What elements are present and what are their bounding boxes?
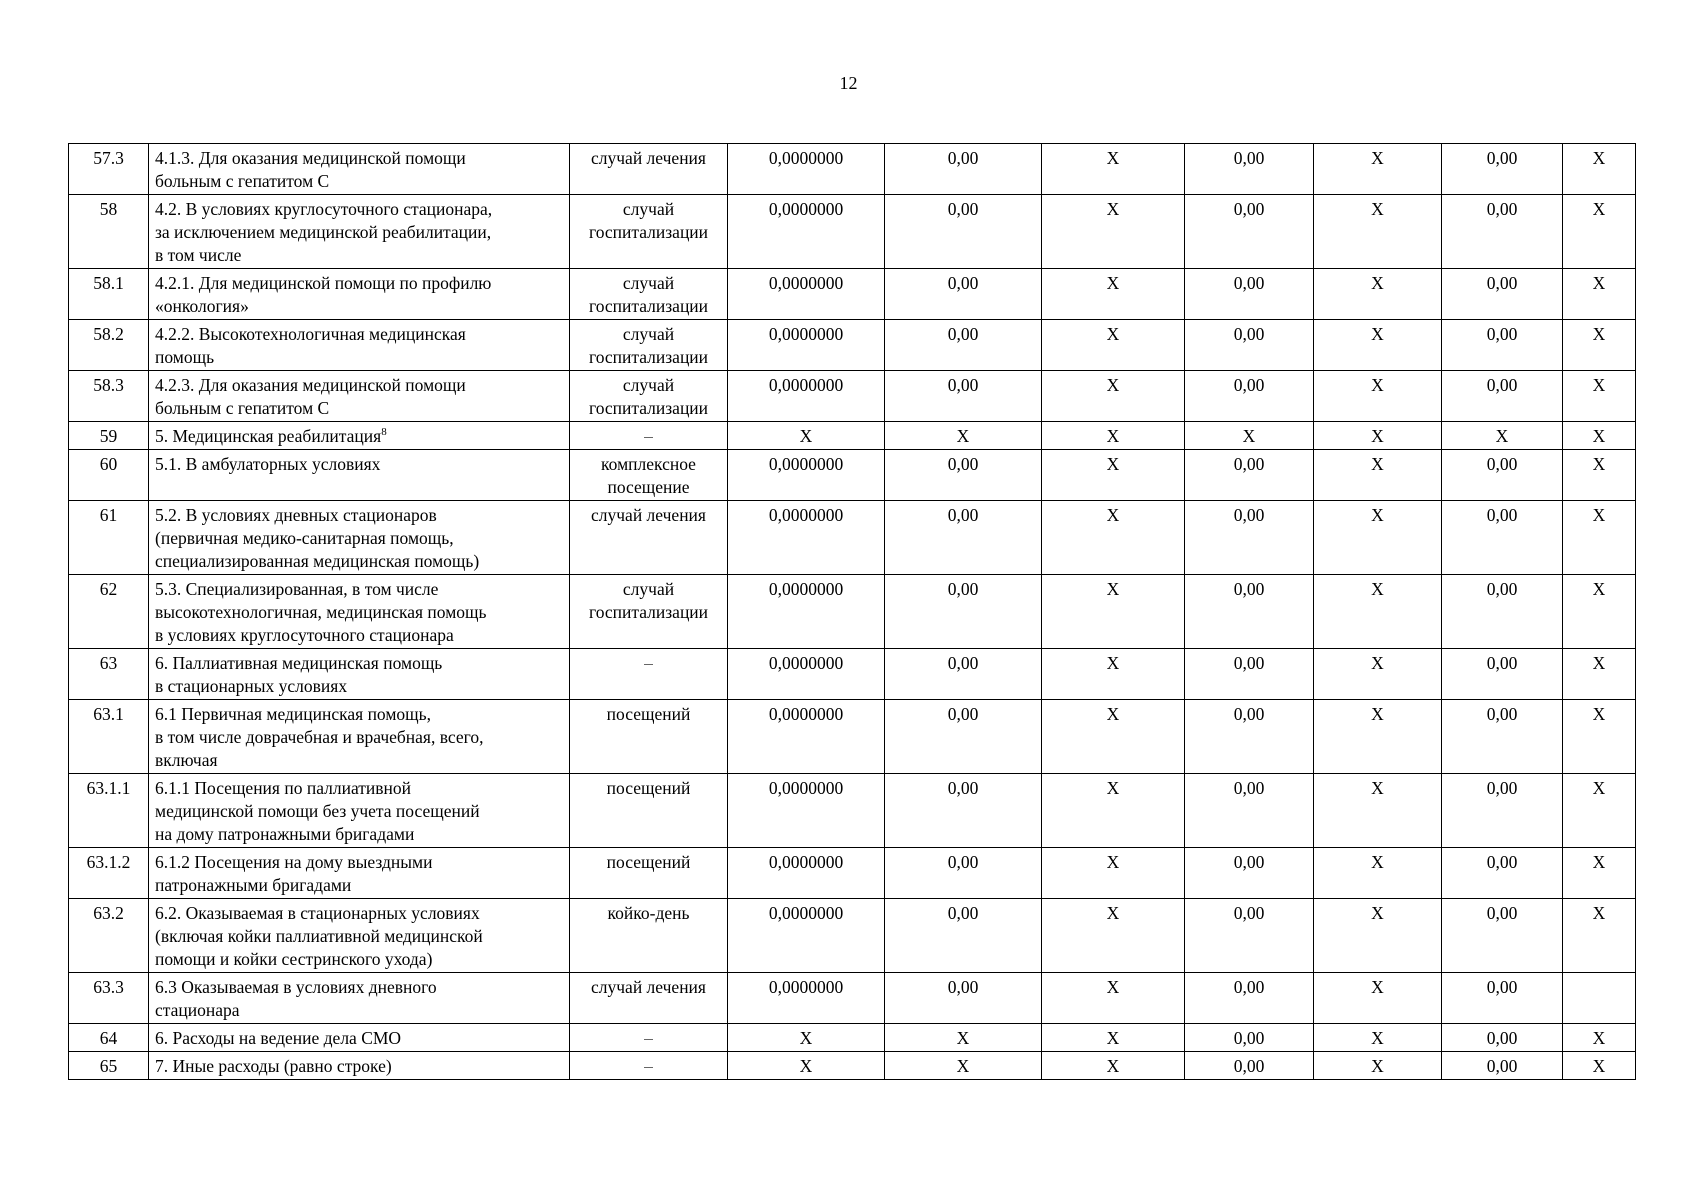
table-row	[69, 320, 1636, 371]
row-value-cell: 0,00	[1185, 575, 1314, 649]
row-name-text: 5.2. В условиях дневных стационаров (первичная медико-санитарная помощь, специализированная медицинская помощь)	[155, 505, 480, 571]
row-name-text: 6. Расходы на ведение дела СМО	[155, 1028, 402, 1048]
row-value-cell: 0,00	[1442, 195, 1563, 269]
row-value-cell: Х	[1314, 320, 1442, 371]
row-value-cell: 0,00	[885, 848, 1042, 899]
row-unit-cell: случай лечения	[570, 144, 728, 195]
row-value-cell: 0,00	[1442, 649, 1563, 700]
row-value-cell: Х	[1042, 774, 1185, 848]
row-value-cell: Х	[1563, 1052, 1636, 1080]
row-value-cell: 0,0000000	[728, 144, 885, 195]
row-value-cell: Х	[1314, 575, 1442, 649]
row-value-cell: Х	[1563, 1024, 1636, 1052]
row-value-cell: Х	[1042, 144, 1185, 195]
row-number-cell: 61	[69, 501, 149, 575]
row-value-cell: 0,0000000	[728, 700, 885, 774]
row-value-cell: Х	[1563, 269, 1636, 320]
row-value-cell: 0,00	[1442, 575, 1563, 649]
row-value-cell: Х	[728, 1024, 885, 1052]
row-value-cell: Х	[885, 1024, 1042, 1052]
row-value-cell: Х	[1314, 450, 1442, 501]
row-unit-cell: –	[570, 1024, 728, 1052]
row-name-text: 4.1.3. Для оказания медицинской помощи больным с гепатитом С	[155, 148, 466, 191]
row-value-cell: Х	[1314, 899, 1442, 973]
footnote-marker: 8	[381, 426, 387, 439]
row-number-cell: 65	[69, 1052, 149, 1080]
row-number-cell: 63.1.1	[69, 774, 149, 848]
row-value-cell: 0,00	[885, 371, 1042, 422]
row-value-cell: 0,0000000	[728, 575, 885, 649]
row-name-cell	[149, 501, 570, 575]
table-row	[69, 649, 1636, 700]
row-unit-cell: посещений	[570, 774, 728, 848]
row-value-cell: 0,00	[1442, 320, 1563, 371]
row-value-cell: 0,00	[885, 575, 1042, 649]
row-name-cell	[149, 269, 570, 320]
row-value-cell: Х	[1314, 269, 1442, 320]
row-value-cell: 0,00	[1442, 1052, 1563, 1080]
row-name-cell	[149, 371, 570, 422]
table-row	[69, 700, 1636, 774]
row-value-cell: 0,00	[1442, 501, 1563, 575]
row-value-cell: Х	[1563, 848, 1636, 899]
row-value-cell: Х	[1563, 422, 1636, 450]
row-value-cell: Х	[1563, 501, 1636, 575]
row-value-cell: Х	[1314, 700, 1442, 774]
row-number-cell: 63	[69, 649, 149, 700]
row-name-text: 5. Медицинская реабилитация	[155, 426, 382, 446]
row-value-cell: Х	[1042, 848, 1185, 899]
row-name-cell	[149, 1024, 570, 1052]
row-value-cell: Х	[1042, 320, 1185, 371]
row-number-cell: 60	[69, 450, 149, 501]
row-value-cell: 0,00	[1185, 450, 1314, 501]
row-name-cell	[149, 195, 570, 269]
row-value-cell: 0,0000000	[728, 848, 885, 899]
row-value-cell: 0,00	[885, 269, 1042, 320]
row-value-cell: 0,00	[885, 649, 1042, 700]
row-name-text: 6.1 Первичная медицинская помощь, в том числе доврачебная и врачебная, всего, включая	[155, 704, 484, 770]
row-name-cell	[149, 450, 570, 501]
row-name-text: 4.2.2. Высокотехнологичная медицинская помощь	[155, 324, 466, 367]
row-value-cell: Х	[1563, 195, 1636, 269]
row-name-cell	[149, 575, 570, 649]
row-value-cell: 0,00	[1185, 269, 1314, 320]
row-value-cell: Х	[1563, 700, 1636, 774]
table-row	[69, 1052, 1636, 1080]
row-unit-cell: случай госпитализации	[570, 195, 728, 269]
table-row	[69, 450, 1636, 501]
row-value-cell: 0,00	[885, 144, 1042, 195]
row-value-cell: Х	[1314, 501, 1442, 575]
row-value-cell: 0,00	[1185, 649, 1314, 700]
row-value-cell: Х	[1314, 848, 1442, 899]
row-name-cell	[149, 848, 570, 899]
row-value-cell: 0,0000000	[728, 649, 885, 700]
row-value-cell: Х	[1042, 649, 1185, 700]
row-unit-cell: случай лечения	[570, 973, 728, 1024]
row-name-cell	[149, 973, 570, 1024]
row-name-text: 4.2.3. Для оказания медицинской помощи больным с гепатитом С	[155, 375, 466, 418]
table-body	[69, 144, 1636, 1080]
row-value-cell: 0,00	[885, 450, 1042, 501]
row-unit-cell: случай госпитализации	[570, 269, 728, 320]
row-name-text: 6.1.2 Посещения на дому выездными патронажными бригадами	[155, 852, 433, 895]
table-row	[69, 848, 1636, 899]
row-value-cell: Х	[1563, 144, 1636, 195]
page-number: 12	[839, 73, 858, 93]
row-value-cell: Х	[1563, 450, 1636, 501]
row-value-cell: 0,00	[1442, 899, 1563, 973]
row-number-cell: 58.1	[69, 269, 149, 320]
row-value-cell: 0,00	[1442, 371, 1563, 422]
row-value-cell: Х	[728, 422, 885, 450]
row-value-cell: 0,00	[1185, 501, 1314, 575]
row-number-cell: 63.1	[69, 700, 149, 774]
row-value-cell: Х	[1185, 422, 1314, 450]
row-unit-cell: –	[570, 649, 728, 700]
row-value-cell: Х	[1563, 320, 1636, 371]
row-value-cell: 0,0000000	[728, 973, 885, 1024]
row-value-cell: Х	[885, 422, 1042, 450]
row-value-cell: Х	[1042, 450, 1185, 501]
row-value-cell: Х	[1314, 1052, 1442, 1080]
row-name-text: 6.1.1 Посещения по паллиативной медицинской помощи без учета посещений на дому патронажными бригадами	[155, 778, 480, 844]
row-number-cell: 58.2	[69, 320, 149, 371]
row-unit-cell: случай госпитализации	[570, 575, 728, 649]
row-value-cell: 0,00	[1442, 269, 1563, 320]
row-value-cell: 0,00	[1185, 973, 1314, 1024]
row-value-cell: 0,00	[1442, 700, 1563, 774]
data-table	[68, 143, 1636, 1080]
row-value-cell: Х	[1442, 422, 1563, 450]
row-unit-cell: посещений	[570, 700, 728, 774]
table-row	[69, 575, 1636, 649]
row-number-cell: 58.3	[69, 371, 149, 422]
row-value-cell: Х	[1042, 371, 1185, 422]
table-row	[69, 422, 1636, 450]
row-value-cell: Х	[1042, 973, 1185, 1024]
row-value-cell: Х	[1042, 1024, 1185, 1052]
row-value-cell: Х	[1314, 973, 1442, 1024]
row-value-cell: 0,00	[1185, 774, 1314, 848]
row-value-cell: Х	[1042, 1052, 1185, 1080]
row-name-text: 4.2.1. Для медицинской помощи по профилю «онкология»	[155, 273, 492, 316]
row-value-cell: 0,00	[1185, 195, 1314, 269]
row-value-cell: Х	[1563, 575, 1636, 649]
table-row	[69, 501, 1636, 575]
row-value-cell: 0,00	[1185, 1052, 1314, 1080]
row-value-cell: 0,00	[1185, 848, 1314, 899]
row-number-cell: 57.3	[69, 144, 149, 195]
row-unit-cell: комплексное посещение	[570, 450, 728, 501]
row-value-cell: 0,00	[1185, 371, 1314, 422]
table-row	[69, 195, 1636, 269]
row-number-cell: 63.2	[69, 899, 149, 973]
row-value-cell: 0,00	[885, 973, 1042, 1024]
row-name-text: 5.1. В амбулаторных условиях	[155, 454, 381, 474]
row-value-cell: 0,0000000	[728, 320, 885, 371]
row-value-cell: Х	[1314, 195, 1442, 269]
row-name-text: 4.2. В условиях круглосуточного стационара, за исключением медицинской реабилитации, в том числе	[155, 199, 493, 265]
row-value-cell: Х	[1042, 700, 1185, 774]
row-value-cell: 0,00	[1442, 1024, 1563, 1052]
row-unit-cell: посещений	[570, 848, 728, 899]
row-value-cell: 0,00	[1442, 848, 1563, 899]
row-value-cell: 0,00	[885, 501, 1042, 575]
row-value-cell: Х	[1314, 422, 1442, 450]
row-name-text: 7. Иные расходы (равно строке)	[155, 1056, 392, 1076]
row-value-cell: Х	[1563, 899, 1636, 973]
row-name-cell	[149, 774, 570, 848]
row-value-cell: 0,00	[1442, 144, 1563, 195]
row-value-cell: 0,00	[1185, 899, 1314, 973]
table-row	[69, 269, 1636, 320]
row-value-cell: 0,0000000	[728, 899, 885, 973]
row-value-cell: 0,00	[1185, 1024, 1314, 1052]
row-value-cell: 0,00	[1442, 973, 1563, 1024]
row-number-cell: 59	[69, 422, 149, 450]
row-name-cell	[149, 1052, 570, 1080]
row-value-cell: Х	[1314, 774, 1442, 848]
row-value-cell: Х	[1042, 899, 1185, 973]
row-unit-cell: случай госпитализации	[570, 320, 728, 371]
table-row	[69, 371, 1636, 422]
row-value-cell: Х	[1314, 1024, 1442, 1052]
row-number-cell: 63.1.2	[69, 848, 149, 899]
row-value-cell: Х	[1314, 649, 1442, 700]
row-name-cell	[149, 700, 570, 774]
row-value-cell: Х	[1042, 575, 1185, 649]
row-name-cell	[149, 422, 570, 450]
row-name-text: 5.3. Специализированная, в том числе высокотехнологичная, медицинская помощь в условиях круглосуточного стационара	[155, 579, 487, 645]
row-value-cell: Х	[1563, 774, 1636, 848]
row-value-cell: 0,00	[1185, 144, 1314, 195]
row-value-cell: 0,0000000	[728, 195, 885, 269]
row-number-cell: 58	[69, 195, 149, 269]
row-unit-cell: случай госпитализации	[570, 371, 728, 422]
row-value-cell: 0,00	[885, 700, 1042, 774]
row-value-cell: 0,0000000	[728, 371, 885, 422]
row-value-cell: 0,00	[1442, 450, 1563, 501]
row-value-cell: Х	[1563, 649, 1636, 700]
row-value-cell: Х	[885, 1052, 1042, 1080]
row-number-cell: 63.3	[69, 973, 149, 1024]
row-name-cell	[149, 144, 570, 195]
row-value-cell: Х	[1042, 501, 1185, 575]
row-name-text: 6.2. Оказываемая в стационарных условиях (включая койки паллиативной медицинской помощи и койки сестринского ухода)	[155, 903, 483, 969]
row-unit-cell: –	[570, 422, 728, 450]
row-value-cell: 0,00	[885, 774, 1042, 848]
table-row	[69, 899, 1636, 973]
row-value-cell: 0,00	[885, 195, 1042, 269]
row-number-cell: 64	[69, 1024, 149, 1052]
row-unit-cell: –	[570, 1052, 728, 1080]
row-value-cell: 0,0000000	[728, 269, 885, 320]
row-unit-cell: койко-день	[570, 899, 728, 973]
row-unit-cell: случай лечения	[570, 501, 728, 575]
row-value-cell: Х	[1314, 144, 1442, 195]
row-value-cell: Х	[1314, 371, 1442, 422]
row-name-cell	[149, 320, 570, 371]
row-value-cell: 0,0000000	[728, 450, 885, 501]
table-row	[69, 144, 1636, 195]
row-name-cell	[149, 899, 570, 973]
row-value-cell: Х	[728, 1052, 885, 1080]
row-value-cell: Х	[1042, 422, 1185, 450]
row-name-text: 6. Паллиативная медицинская помощь в стационарных условиях	[155, 653, 443, 696]
row-name-cell	[149, 649, 570, 700]
table-row	[69, 973, 1636, 1024]
row-value-cell: Х	[1042, 269, 1185, 320]
row-value-cell: 0,00	[1185, 700, 1314, 774]
row-value-cell: Х	[1563, 371, 1636, 422]
row-value-cell: 0,00	[885, 320, 1042, 371]
row-number-cell: 62	[69, 575, 149, 649]
table-row	[69, 774, 1636, 848]
row-value-cell: Х	[1042, 195, 1185, 269]
table-row	[69, 1024, 1636, 1052]
row-value-cell: 0,0000000	[728, 774, 885, 848]
row-name-text: 6.3 Оказываемая в условиях дневного стационара	[155, 977, 437, 1020]
row-value-cell: 0,00	[885, 899, 1042, 973]
row-value-cell: 0,00	[1185, 320, 1314, 371]
row-value-cell: 0,0000000	[728, 501, 885, 575]
row-value-cell: 0,00	[1442, 774, 1563, 848]
row-value-cell	[1563, 973, 1636, 1024]
